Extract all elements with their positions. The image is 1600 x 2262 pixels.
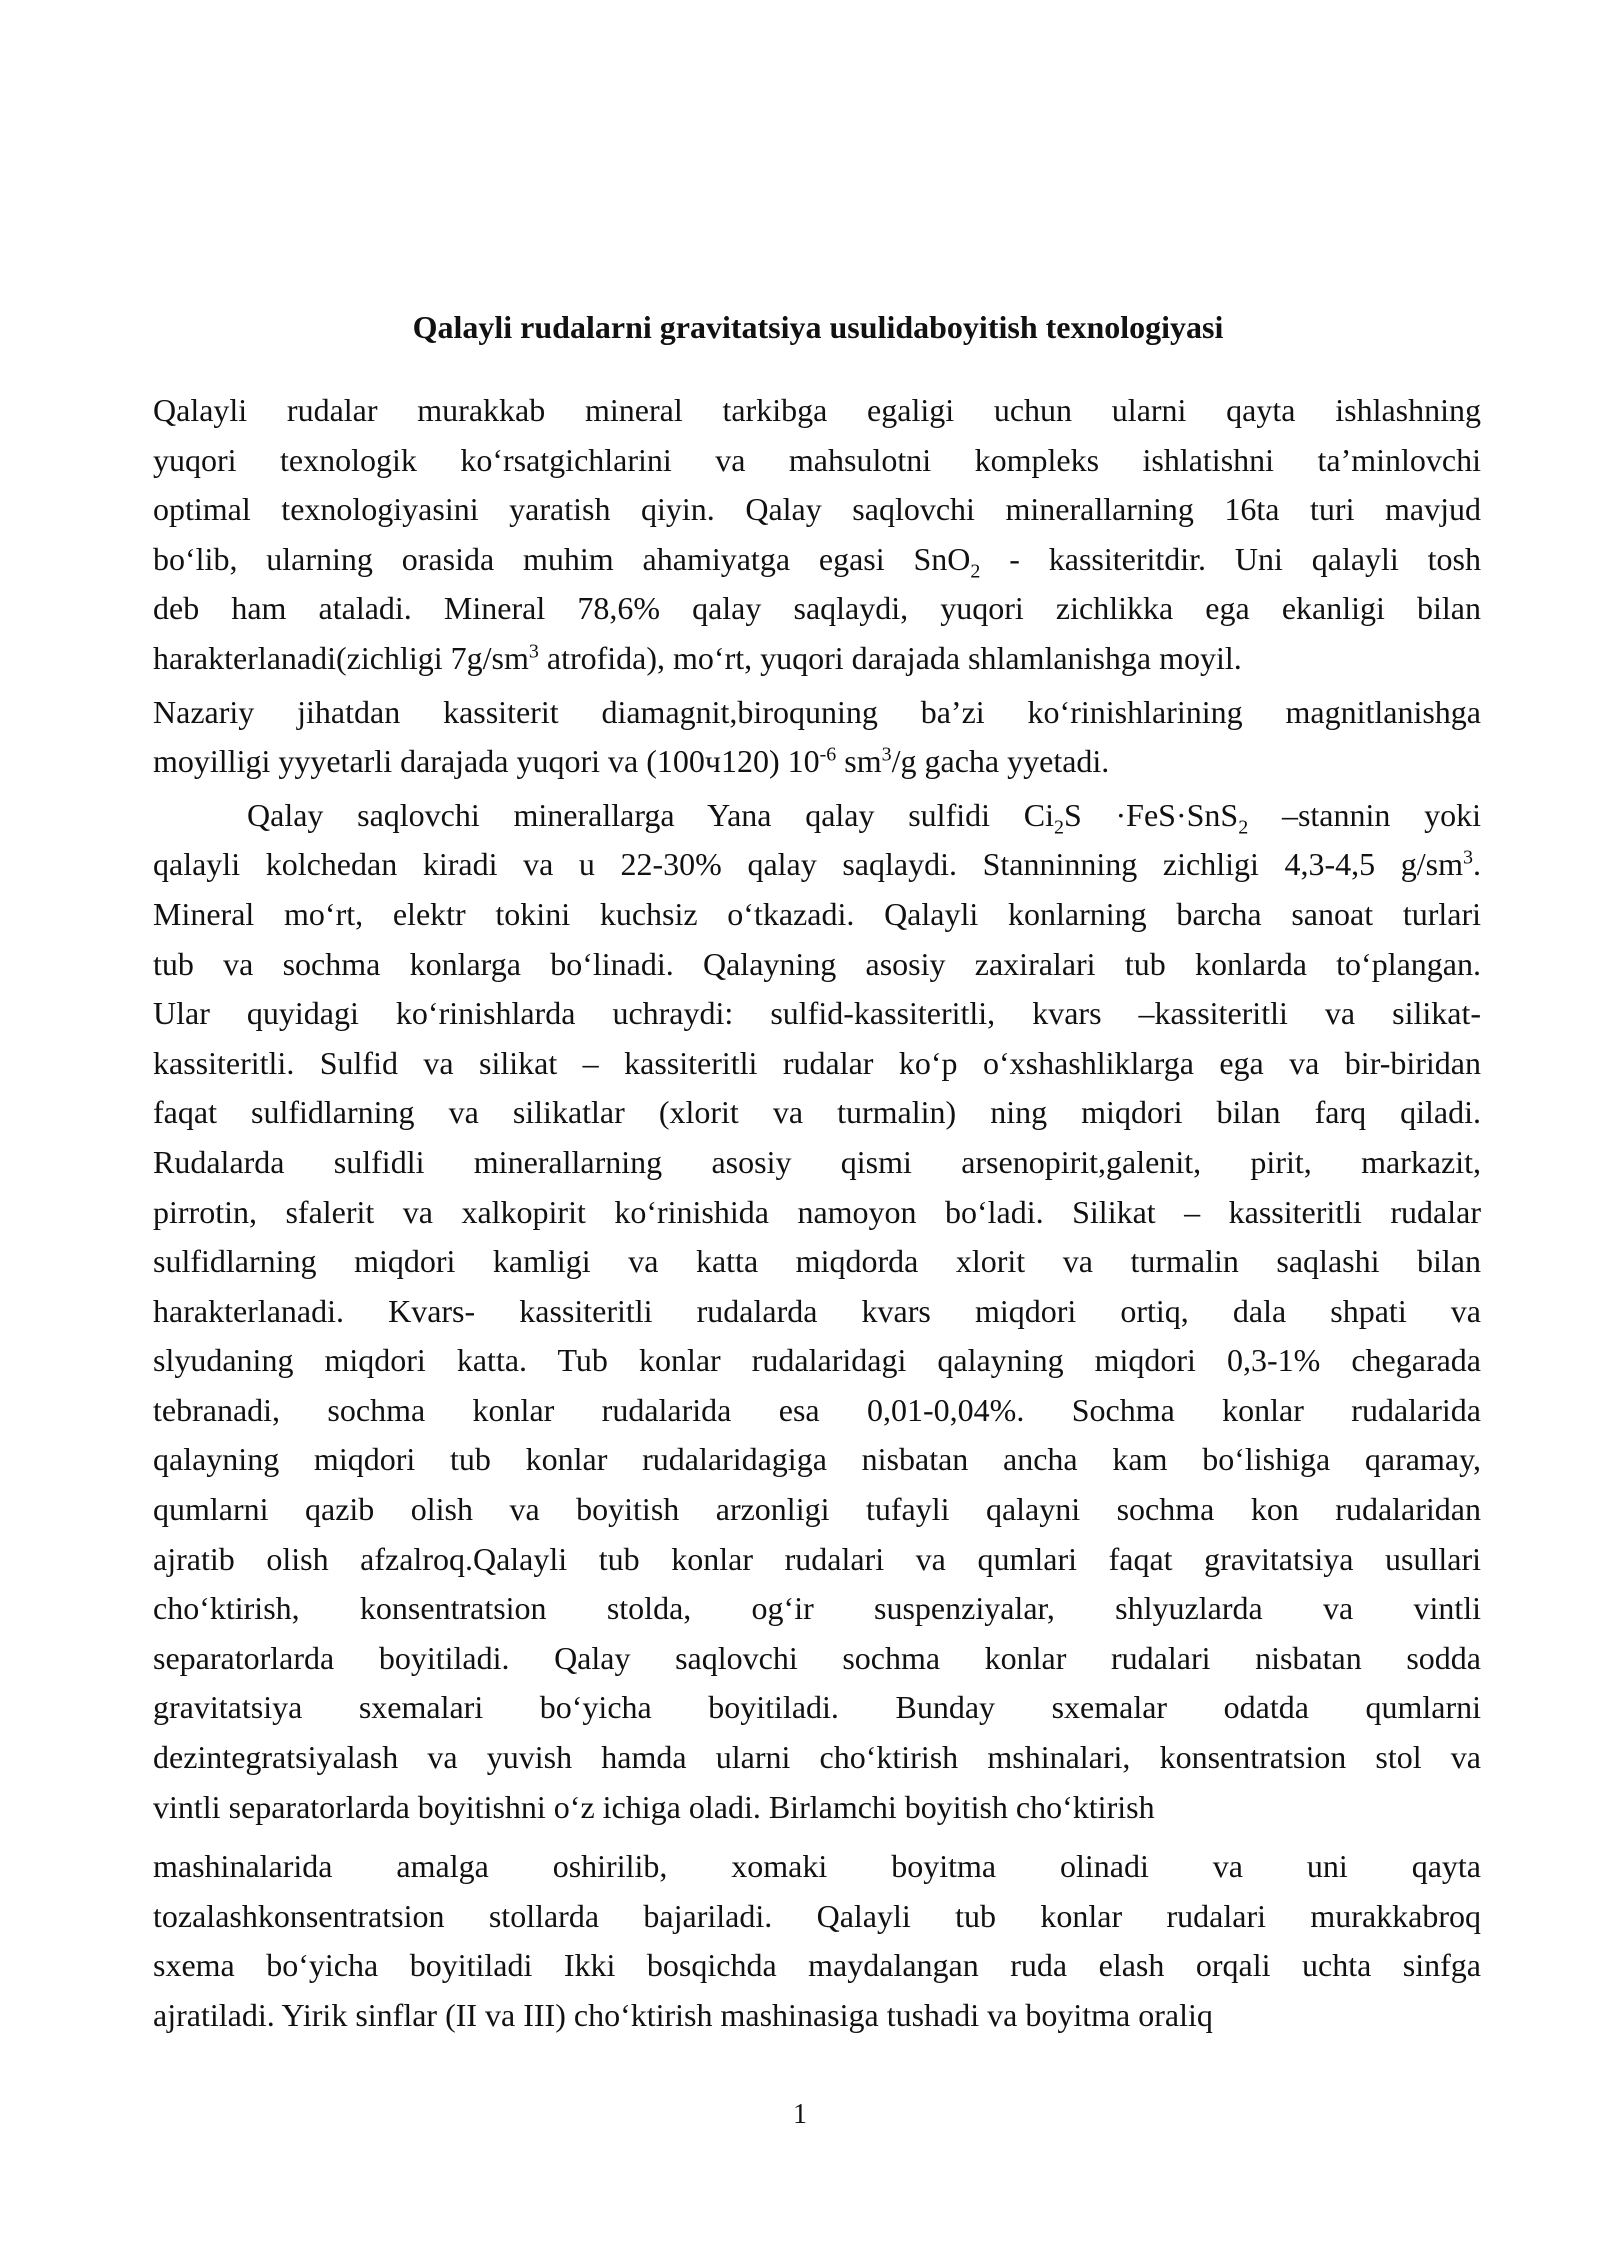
text-fragment: Qalay saqlovchi minerallarga Yana qalay sulfidi Ci xyxy=(247,796,1054,833)
text-line: Nazariy jihatdan kassiterit diamagnit,biroquning baʼzi koʻrinishlarining magnitlanishga xyxy=(153,693,1481,730)
text-fragment: moyilligi yyyetarli darajada yuqori va (100ч120) 10 xyxy=(153,743,820,780)
text-line: Rudalarda sulfidli minerallarning asosiy qismi arsenopirit,galenit, pirit, markazit, xyxy=(153,1143,1481,1180)
text-line: ajratiladi. Yirik sinflar (II va III) choʻktirish mashinasiga tushadi va boyitma oraliq xyxy=(153,1997,1213,2033)
text-line: Ular quyidagi koʻrinishlarda uchraydi: sulfid-kassiteritli, kvars –kassiteritli va silikat- xyxy=(153,995,1481,1032)
superscript: -6 xyxy=(819,743,837,766)
superscript: 3 xyxy=(528,640,539,663)
subscript: 2 xyxy=(970,560,981,583)
text-line: vintli separatorlarda boyitishni oʻz ichiga oladi. Birlamchi boyitish choʻktirish xyxy=(153,1788,1155,1825)
text-fragment: harakterlanadi(zichligi 7g/sm xyxy=(153,639,529,676)
document-body xyxy=(153,386,1481,2041)
text-line xyxy=(153,535,1481,585)
text-line: gravitatsiya sxemalari boʻyicha boyitiladi. Bunday sxemalar odatda qumlarni xyxy=(153,1689,1481,1726)
text-line: qumlarni qazib olish va boyitish arzonligi tufayli qalayni sochma kon rudalaridan xyxy=(153,1491,1481,1528)
text-fragment: boʻlib, ularning orasida muhim ahamiyatga egasi SnO xyxy=(153,540,971,577)
text-line: Mineral moʻrt, elektr tokini kuchsiz oʻtkazadi. Qalayli konlarning barcha sanoat turlari xyxy=(153,895,1481,932)
text-fragment: atrofida), moʻrt, yuqori darajada shlamlanishga moyil. xyxy=(538,639,1242,676)
text-line: mashinalarida amalga oshirilib, xomaki boyitma olinadi va uni qayta xyxy=(153,1848,1481,1885)
text-line: dezintegratsiyalash va yuvish hamda ularni choʻktirish mshinalari, konsentratsion stol va xyxy=(153,1739,1481,1776)
text-line xyxy=(153,840,1481,890)
paragraph-4 xyxy=(153,1842,1481,2040)
superscript: 3 xyxy=(1463,846,1473,869)
text-fragment: /g gacha yyetadi. xyxy=(891,743,1110,780)
paragraph-1 xyxy=(153,386,1481,684)
document-title: Qalayli rudalarni gravitatsiya usulidaboyitish texnologiyasi xyxy=(412,309,1224,345)
page-number: 1 xyxy=(793,2099,807,2130)
superscript: 3 xyxy=(881,743,892,766)
text-fragment: qalayli kolchedan kiradi va u 22-30% qalay saqlaydi. Stanninning zichligi 4,3-4,5 g/sm xyxy=(153,846,1463,883)
text-fragment: . xyxy=(1473,846,1481,883)
text-fragment: S ·FeS·SnS xyxy=(1063,796,1239,833)
text-line xyxy=(153,791,1481,841)
text-line: tozalashkonsentratsion stollarda bajariladi. Qalayli tub konlar rudalari murakkabroq xyxy=(153,1897,1481,1934)
text-line: slyudaning miqdori katta. Tub konlar rudalaridagi qalayning miqdori 0,3-1% chegarada xyxy=(153,1342,1481,1379)
text-line: sxema boʻyicha boyitiladi Ikki bosqichda maydalangan ruda elash orqali uchta sinfga xyxy=(153,1947,1481,1984)
text-line: tebranadi, sochma konlar rudalarida esa 0,01-0,04%. Sochma konlar rudalarida xyxy=(153,1391,1481,1428)
text-line: optimal texnologiyasini yaratish qiyin. Qalay saqlovchi minerallarning 16ta turi mavjud xyxy=(153,491,1481,528)
text-line: harakterlanadi. Kvars- kassiteritli rudalarda kvars miqdori ortiq, dala shpati va xyxy=(153,1292,1481,1329)
text-line: tub va sochma konlarga boʻlinadi. Qalayning asosiy zaxiralari tub konlarda toʻplangan. xyxy=(153,945,1481,982)
text-line xyxy=(153,737,1481,787)
text-line: Qalayli rudalar murakkab mineral tarkibga egaligi uchun ularni qayta ishlashning xyxy=(153,392,1481,428)
text-line: yuqori texnologik koʻrsatgichlarini va mahsulotni kompleks ishlatishni taʼminlovchi xyxy=(153,441,1481,478)
text-fragment: –stannin yoki xyxy=(1248,796,1482,833)
subscript: 2 xyxy=(1238,816,1249,839)
subscript: 2 xyxy=(1053,816,1064,839)
text-line: separatorlarda boyitiladi. Qalay saqlovchi sochma konlar rudalari nisbatan sodda xyxy=(153,1639,1481,1676)
text-line: sulfidlarning miqdori kamligi va katta miqdorda xlorit va turmalin saqlashi bilan xyxy=(153,1243,1481,1280)
text-line: faqat sulfidlarning va silikatlar (xlorit va turmalin) ning miqdori bilan farq qiladi. xyxy=(153,1094,1481,1131)
paragraph-3 xyxy=(153,791,1481,1832)
text-fragment: - kassiteritdir. Uni qalayli tosh xyxy=(980,540,1482,577)
paragraph-2 xyxy=(153,688,1481,787)
text-line: choʻktirish, konsentratsion stolda, ogʻir suspenziyalar, shlyuzlarda va vintli xyxy=(153,1590,1481,1627)
text-line: qalayning miqdori tub konlar rudalaridagiga nisbatan ancha kam boʻlishiga qaramay, xyxy=(153,1441,1481,1478)
text-line: ajratib olish afzalroq.Qalayli tub konlar rudalari va qumlari faqat gravitatsiya usullari xyxy=(153,1540,1481,1577)
text-line: pirrotin, sfalerit va xalkopirit koʻrinishida namoyon boʻladi. Silikat – kassiteritli rudalar xyxy=(153,1193,1481,1230)
text-line: deb ham ataladi. Mineral 78,6% qalay saqlaydi, yuqori zichlikka ega ekanligi bilan xyxy=(153,590,1481,627)
text-line: kassiteritli. Sulfid va silikat – kassiteritli rudalar koʻp oʻxshashliklarga ega va bir-biridan xyxy=(153,1044,1481,1081)
text-fragment: sm xyxy=(836,743,882,780)
text-line xyxy=(153,634,1481,684)
